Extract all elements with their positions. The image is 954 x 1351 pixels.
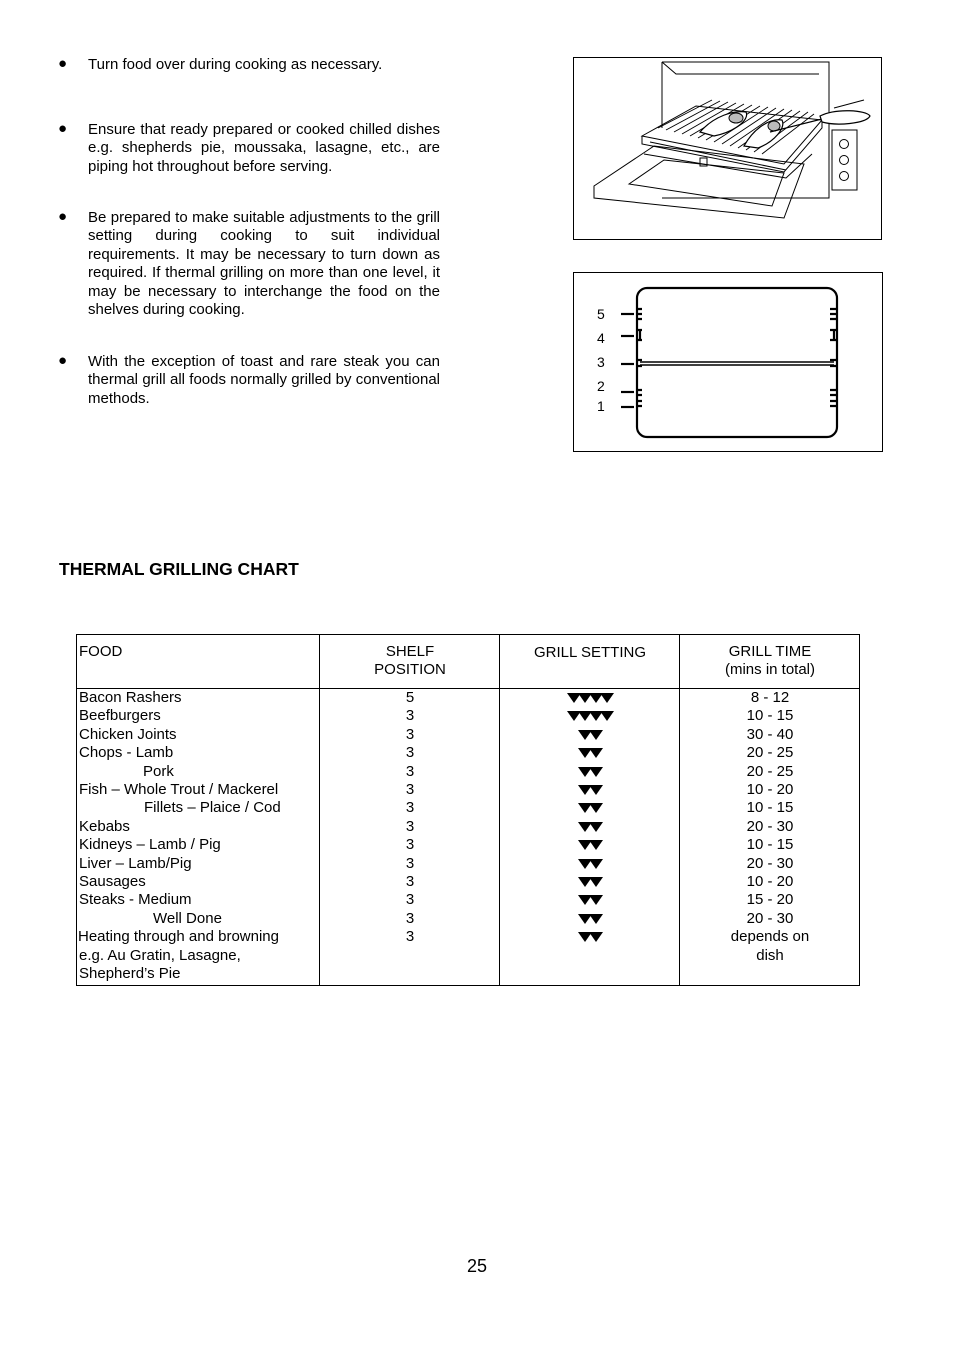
shelf-position-diagram (573, 272, 883, 452)
food-cell: Sausages (79, 873, 146, 890)
grill-level-triangle-icon (589, 859, 603, 869)
time-cell: 30 - 40 (746, 725, 794, 743)
food-cell: Beefburgers (79, 707, 161, 725)
food-cell: Kidneys – Lamb / Pig (79, 836, 221, 854)
food-cell: Chops - Lamb (79, 744, 174, 762)
time-cell: 10 - 15 (746, 707, 794, 725)
grill-setting-cell (500, 855, 680, 873)
time-cell: 20 - 30 (746, 854, 794, 872)
bullet-icon: ● (58, 55, 68, 72)
shelf-label-3: 3 (597, 354, 605, 370)
time-cell: depends on (730, 928, 810, 946)
grill-level-triangle-icon (589, 767, 603, 777)
grill-setting-cell (500, 873, 680, 891)
grill-setting-cell (500, 763, 680, 781)
time-cell: 10 - 15 (746, 799, 794, 817)
shelf-label-1: 1 (597, 398, 605, 414)
food-cell: Fillets – Plaice / Cod (144, 799, 281, 817)
bullet-item (58, 353, 440, 408)
grill-level-triangle-icon (589, 932, 603, 942)
food-cell: Steaks - Medium (79, 891, 192, 909)
shelf-cell: 3 (405, 707, 415, 725)
grill-level-triangle-icon (589, 914, 603, 924)
time-cell: 10 - 20 (746, 873, 794, 890)
shelf-label-2: 2 (597, 378, 605, 394)
grill-level-triangle-icon (589, 803, 603, 813)
grill-level-triangle-icon (589, 730, 603, 740)
bullet-icon: ● (58, 208, 68, 225)
shelf-label-4: 4 (597, 330, 605, 346)
grill-setting-cell (500, 891, 680, 909)
grill-level-triangle-icon (600, 711, 614, 721)
bullet-text: With the exception of toast and rare steak you can thermal grill all foods normally grilled by conventional methods. (88, 353, 440, 407)
page-number: 25 (466, 1256, 488, 1276)
shelf-cell: 3 (405, 928, 415, 946)
bullet-item (58, 121, 440, 176)
shelf-cell: 3 (405, 873, 415, 890)
bullet-text: Ensure that ready prepared or cooked chilled dishes e.g. shepherds pie, moussaka, lasagne, etc., are piping hot throughout before serving. (88, 121, 440, 175)
bullet-text: Be prepared to make suitable adjustments to the grill setting during cooking to suit individual requirements. It may be necessary to turn down as required. If thermal grilling on more than one level, it may be necessary to interchange the food on the shelves during cooking. (88, 209, 440, 319)
shelf-cell: 3 (405, 909, 415, 927)
header-shelf-line1: SHELF (385, 643, 435, 660)
grill-level-triangle-icon (589, 822, 603, 832)
food-cell: Pork (143, 762, 174, 780)
grill-setting-cell (500, 689, 680, 707)
header-shelf-line2: POSITION (374, 661, 446, 679)
grill-setting-cell (500, 928, 680, 946)
header-grill-setting: GRILL SETTING (534, 644, 646, 661)
time-cell: dish (756, 946, 784, 964)
food-cell: Kebabs (79, 817, 130, 835)
food-cell: Fish – Whole Trout / Mackerel (79, 781, 279, 798)
grill-setting-cell (500, 836, 680, 854)
grill-setting-cell (500, 910, 680, 928)
grill-level-triangle-icon (589, 748, 603, 758)
bullet-icon: ● (58, 352, 68, 369)
grill-level-triangle-icon (600, 693, 614, 703)
time-cell: 20 - 25 (746, 744, 794, 762)
grill-setting-cell (500, 781, 680, 799)
grill-setting-cell (500, 726, 680, 744)
food-cell: Well Done (153, 909, 222, 927)
food-cell: Bacon Rashers (79, 689, 182, 706)
shelf-cell: 3 (405, 854, 415, 872)
grill-level-triangle-icon (589, 840, 603, 850)
bullet-text: Turn food over during cooking as necessary. (88, 56, 383, 73)
food-cell: Chicken Joints (79, 725, 177, 743)
shelf-diagram-svg (574, 273, 881, 450)
time-cell: 20 - 25 (746, 762, 794, 780)
food-cell: e.g. Au Gratin, Lasagne, (79, 946, 241, 964)
shelf-cell: 3 (405, 799, 415, 817)
grill-level-triangle-icon (589, 895, 603, 905)
grill-level-triangle-icon (589, 785, 603, 795)
grill-setting-cell (500, 818, 680, 836)
header-grill-time-line1: GRILL TIME (728, 643, 812, 660)
oven-grill-illustration (573, 57, 882, 240)
grill-setting-cell (500, 707, 680, 725)
shelf-label-5: 5 (597, 306, 605, 322)
shelf-cell: 3 (405, 817, 415, 835)
shelf-cell: 5 (405, 689, 415, 706)
bullet-item (58, 56, 440, 74)
shelf-cell: 3 (405, 836, 415, 854)
thermal-grilling-table (76, 634, 860, 986)
shelf-cell: 3 (405, 762, 415, 780)
food-cell: Liver – Lamb/Pig (79, 854, 192, 872)
header-grill-time (680, 643, 860, 680)
time-cell: 10 - 15 (746, 836, 794, 854)
time-cell: 8 - 12 (750, 689, 790, 706)
shelf-cell: 3 (405, 781, 415, 798)
shelf-cell: 3 (405, 891, 415, 909)
time-cell: 15 - 20 (746, 891, 794, 909)
header-grill-time-line2: (mins in total) (724, 661, 816, 679)
grill-setting-cell (500, 799, 680, 817)
food-cell: Heating through and browning (78, 928, 279, 946)
time-cell: 20 - 30 (746, 817, 794, 835)
bullet-icon: ● (58, 120, 68, 137)
shelf-cell: 3 (405, 744, 415, 762)
header-food: FOOD (79, 643, 123, 660)
oven-grill-icon (574, 58, 880, 238)
food-cell: Shepherd’s Pie (79, 965, 181, 982)
grill-setting-cell (500, 744, 680, 762)
section-title: THERMAL GRILLING CHART (59, 559, 299, 579)
header-shelf-position (320, 643, 500, 680)
time-cell: 20 - 30 (746, 909, 794, 927)
shelf-cell: 3 (405, 725, 415, 743)
grill-level-triangle-icon (589, 877, 603, 887)
bullet-item (58, 209, 440, 319)
time-cell: 10 - 20 (746, 781, 794, 798)
